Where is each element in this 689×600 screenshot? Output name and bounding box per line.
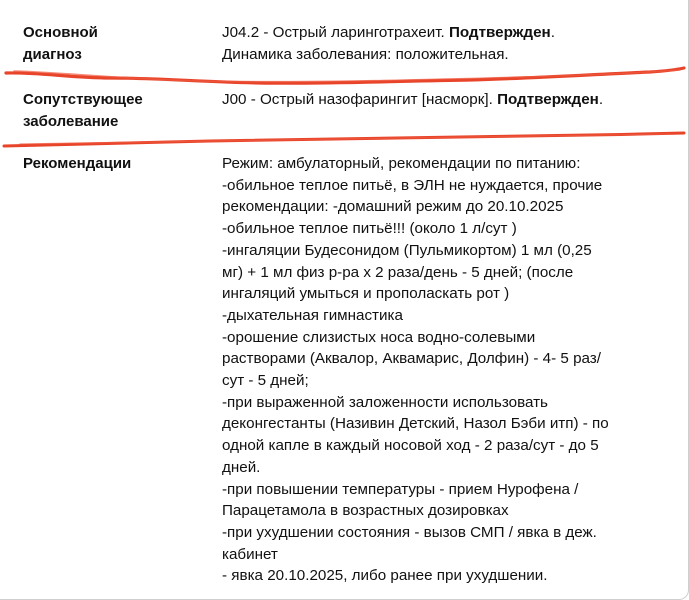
recommendation-line: -обильное теплое питьё, в ЭЛН не нуждается, прочие: [222, 176, 603, 194]
recommendation-line: -дыхательная гимнастика: [222, 306, 403, 324]
recommendations-label: [23, 153, 203, 175]
recommendation-line: Парацетамола в возрастных дозировках: [222, 502, 509, 520]
recommendation-line: дней.: [222, 458, 261, 476]
label-line: Рекомендации: [23, 155, 132, 172]
red-pen-underline: [0, 64, 689, 88]
recommendations-text: [222, 153, 672, 587]
diagnosis-line: [222, 22, 672, 44]
recommendation-line: одной капле в каждый носовой ход - 2 раза/сут - до 5: [222, 437, 599, 455]
diagnosis-code-text: J00 - Острый назофарингит [насморк].: [222, 91, 498, 108]
recommendation-line: -орошение слизистых носа водно-солевыми: [222, 328, 536, 346]
main-diagnosis-value: [222, 22, 672, 66]
recommendation-line: мг) + 1 мл физ р-ра х 2 раза/день - 5 дней; (после: [222, 263, 574, 281]
diagnosis-punct: .: [550, 24, 555, 41]
diagnosis-line: [222, 89, 672, 111]
recommendation-line: -обильное теплое питьё!!! (около 1 л/сут ): [222, 220, 517, 238]
confirmed-status: Подтвержден: [448, 24, 551, 41]
label-line: заболевание: [23, 113, 119, 130]
concomitant-disease-label: [23, 89, 203, 133]
label-line: диагноз: [23, 46, 82, 63]
diagnosis-punct: .: [598, 91, 604, 108]
confirmed-status: Подтвержден: [497, 91, 599, 108]
recommendation-line: - явка 20.10.2025, либо ранее при ухудшении.: [222, 567, 548, 585]
recommendation-line: -при ухудшении состояния - вызов СМП / явка в деж.: [222, 523, 597, 541]
recommendation-line: сут - 5 дней;: [222, 372, 309, 390]
main-diagnosis-label: [23, 22, 203, 66]
recommendation-line: ингаляций умыться и прополаскать рот ): [222, 285, 510, 303]
recommendation-line: -при повышении температуры - прием Нурофена /: [222, 480, 579, 498]
recommendation-line: -при выраженной заложенности использовать: [222, 393, 548, 411]
recommendation-line: деконгестанты (Називин Детский, Назол Бэби итп) - по: [222, 415, 609, 433]
recommendation-line: рекомендации: -домашний режим до 20.10.2025: [222, 198, 564, 216]
recommendation-line: кабинет: [222, 545, 278, 563]
label-line: Сопутствующее: [23, 91, 143, 108]
recommendation-line: -ингаляции Будесонидом (Пульмикортом) 1 мл (0,25: [222, 241, 592, 259]
recommendation-line: растворами (Аквалор, Аквамарис, Долфин) - 4- 5 раз/: [222, 350, 601, 368]
recommendation-line: Режим: амбулаторный, рекомендации по питанию:: [222, 155, 581, 172]
diagnosis-code-text: J04.2 - Острый ларинготрахеит.: [222, 24, 449, 41]
label-line: Основной: [23, 24, 98, 41]
red-pen-underline: [0, 128, 689, 152]
concomitant-disease-value: [222, 89, 672, 111]
disease-dynamics-line: Динамика заболевания: положительная.: [222, 46, 509, 63]
